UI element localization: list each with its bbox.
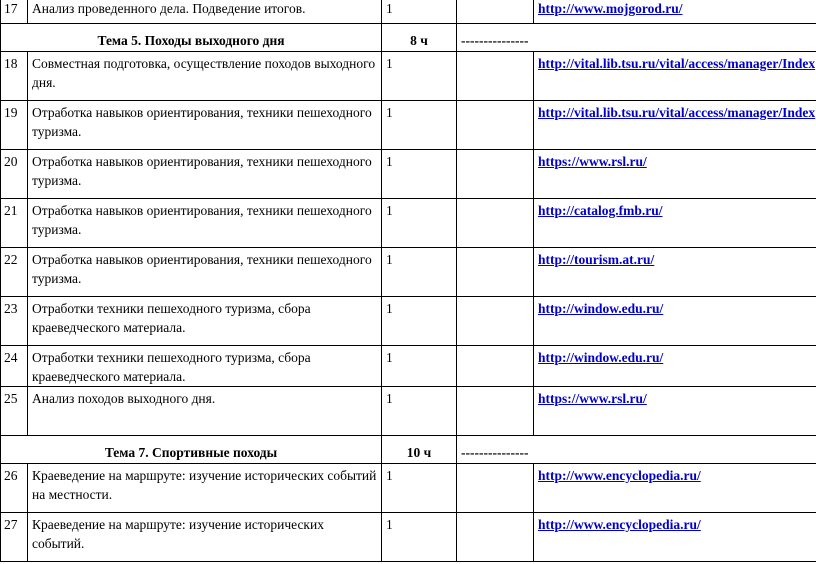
resource-cell: [534, 199, 816, 248]
lesson-topic: Краеведение на маршруте: изучение исторических событий.: [28, 513, 382, 562]
curriculum-table-body: [1, 0, 816, 562]
lesson-number: 27: [1, 513, 28, 562]
lesson-hours: 1: [382, 150, 457, 199]
lesson-topic: Отработка навыков ориентирования, техники пешеходного туризма.: [28, 199, 382, 248]
lesson-topic: Краеведение на маршруте: изучение исторических событий на местности.: [28, 464, 382, 513]
lesson-topic: Отработка навыков ориентирования, техники пешеходного туризма.: [28, 150, 382, 199]
lesson-number: 25: [1, 387, 28, 436]
lesson-number: 18: [1, 52, 28, 101]
empty-cell: [457, 513, 534, 562]
lesson-number: 26: [1, 464, 28, 513]
table-row: [1, 513, 816, 562]
resource-link[interactable]: http://catalog.fmb.ru/: [538, 203, 663, 218]
section-title: Тема 7. Спортивные походы: [1, 436, 382, 464]
resource-link[interactable]: http://www.encyclopedia.ru/: [538, 517, 701, 532]
resource-cell: [534, 513, 816, 562]
lesson-hours: 1: [382, 464, 457, 513]
lesson-hours: 1: [382, 346, 457, 387]
section-hours: 8 ч: [382, 24, 457, 52]
table-row: [1, 464, 816, 513]
empty-cell: [457, 297, 534, 346]
resource-link[interactable]: http://vital.lib.tsu.ru/vital/access/manager/Index: [538, 105, 816, 120]
resource-link[interactable]: http://window.edu.ru/: [538, 350, 664, 365]
lesson-topic: Отработка навыков ориентирования, техники пешеходного туризма.: [28, 101, 382, 150]
resource-link[interactable]: http://window.edu.ru/: [538, 301, 664, 316]
section-row: [1, 436, 816, 464]
lesson-hours: 1: [382, 297, 457, 346]
lesson-hours: 1: [382, 387, 457, 436]
empty-cell: [457, 387, 534, 436]
resource-cell: [534, 464, 816, 513]
lesson-topic: Отработка навыков ориентирования, техники пешеходного туризма.: [28, 248, 382, 297]
lesson-number: 21: [1, 199, 28, 248]
table-row: [1, 387, 816, 436]
lesson-number: 20: [1, 150, 28, 199]
lesson-topic: Отработки техники пешеходного туризма, сбора краеведческого материала.: [28, 297, 382, 346]
table-row: [1, 52, 816, 101]
lesson-hours: 1: [382, 0, 457, 24]
resource-cell: [534, 150, 816, 199]
table-row: [1, 150, 816, 199]
resource-cell: [534, 346, 816, 387]
lesson-hours: 1: [382, 52, 457, 101]
lesson-hours: 1: [382, 513, 457, 562]
empty-cell: [457, 150, 534, 199]
lesson-hours: 1: [382, 248, 457, 297]
lesson-number: 24: [1, 346, 28, 387]
lesson-topic: Отработки техники пешеходного туризма, сбора краеведческого материала.: [28, 346, 382, 387]
table-row: [1, 248, 816, 297]
lesson-topic: Совместная подготовка, осуществление походов выходного дня.: [28, 52, 382, 101]
lesson-number: 22: [1, 248, 28, 297]
section-dashes: ---------------: [457, 436, 816, 464]
resource-link[interactable]: http://www.mojgorod.ru/: [538, 1, 683, 16]
empty-cell: [457, 52, 534, 101]
table-row: [1, 101, 816, 150]
table-row: [1, 199, 816, 248]
empty-cell: [457, 199, 534, 248]
resource-link[interactable]: http://tourism.at.ru/: [538, 252, 655, 267]
lesson-topic: Анализ походов выходного дня.: [28, 387, 382, 436]
section-row: [1, 24, 816, 52]
empty-cell: [457, 346, 534, 387]
lesson-number: 17: [1, 0, 28, 24]
empty-cell: [457, 464, 534, 513]
resource-cell: [534, 101, 816, 150]
empty-cell: [457, 248, 534, 297]
section-hours: 10 ч: [382, 436, 457, 464]
resource-link[interactable]: https://www.rsl.ru/: [538, 154, 647, 169]
section-dashes: ---------------: [457, 24, 816, 52]
lesson-number: 19: [1, 101, 28, 150]
resource-link[interactable]: http://vital.lib.tsu.ru/vital/access/manager/Index: [538, 56, 816, 71]
lesson-topic: Анализ проведенного дела. Подведение итогов.: [28, 0, 382, 24]
resource-cell: [534, 297, 816, 346]
resource-cell: [534, 387, 816, 436]
lesson-hours: 1: [382, 101, 457, 150]
lesson-number: 23: [1, 297, 28, 346]
resource-cell: [534, 248, 816, 297]
table-row: [1, 297, 816, 346]
resource-link[interactable]: https://www.rsl.ru/: [538, 391, 647, 406]
section-title: Тема 5. Походы выходного дня: [1, 24, 382, 52]
lesson-hours: 1: [382, 199, 457, 248]
table-row: [1, 346, 816, 387]
resource-cell: [534, 0, 816, 24]
table-row: [1, 0, 816, 24]
resource-link[interactable]: http://www.encyclopedia.ru/: [538, 468, 701, 483]
empty-cell: [457, 0, 534, 24]
empty-cell: [457, 101, 534, 150]
resource-cell: [534, 52, 816, 101]
